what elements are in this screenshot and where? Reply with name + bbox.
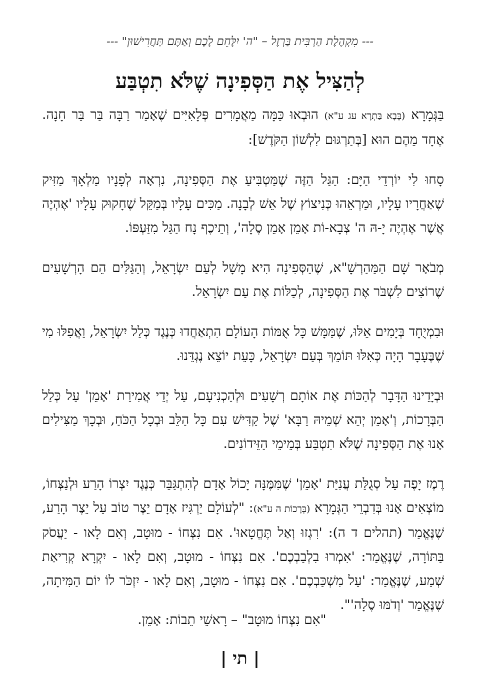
paragraph-3 — [42, 257, 444, 305]
body-text — [42, 104, 444, 634]
page-number: | תי | — [220, 649, 260, 669]
running-header: --- מִקְהֶלֶת הַרְבִּית בַּרְזֶל – "ה' יִלָּחֵם לָכֶם וְאַתֶּם תַּחֲרִישׁוּן" --- — [106, 34, 374, 48]
paragraph-5-text: וּבְיָדֵינוּ הַדָּבָר לְהַכּוֹת אֶת אוֹתָם רְשָׁעִים וּלְהַכְנִיעָם, עַל יְדֵי אֲמִירַת 'אָמֵן' עַל כְּלַל הַבְּרָכוֹת, וְ'אָמֵן יְהֵא שְׁמֵיהּ רַבָּא' שֶׁל קַדִּישׁ עִם כָּל הַלֵּב וּבְכָל הַכֹּחַ, וּבְכָךְ מַצִּילִים אָנוּ אֶת הַסְּפִינָה שֶׁלֹּא תִטְבַּע בְּמֵימֵי הַזֵּידוֹנִים. — [42, 389, 444, 452]
paragraph-1-source-ref: (בָּבָא בַּתְרָא עג ע"א) — [324, 111, 406, 122]
paragraph-6-source-ref: (בְּרָכוֹת ה ע"א) — [253, 504, 311, 515]
paragraph-2-text: סָחוּ לִי יוֹרְדֵי הַיָּם: הַגַּל הַזֶּה שֶׁמַּטְבִּיעַ אֶת הַסְּפִינָה, נִרְאָה לְפָנָיו מַלְאָךְ מַזִּיק שֶׁאַחֲרָיו עָלָיו, וּמַרְאֵהוּ כְּנִיצוֹץ שֶׁל אֵשׁ לְבָנָה. מַכִּים עָלָיו בְּמַקֵּל שֶׁחָקוּק עָלָיו 'אֶהְיֶה אֲשֶׁר אֶהְיֶה יָ-הּ ה' צְבָא-וֹת אָמֵן אָמֵן סֶלָה', וְתֵיכֶף נָח הַגַּל מִזַּעְפּוֹ. — [42, 173, 444, 236]
paragraph-1-text-b: הוּבְאוּ כַּמָּה מַאֲמָרִים פְּלָאִיִּים שֶׁאָמַר רַבָּה בַּר בַּר חָנָה. אֶחָד מֵהֶם הוּא [בְּתַרְגּוּם לִלְשׁוֹן הַקֹּדֶשׁ]: — [42, 108, 444, 148]
paragraph-5 — [42, 385, 444, 457]
page-title: לְהַצִּיל אֶת הַסְּפִינָה שֶׁלֹּא תִטְבַּע — [115, 68, 365, 93]
paragraph-2 — [42, 169, 444, 241]
paragraph-6 — [42, 473, 444, 618]
closing-line: "אִם נִצְּחוֹ מוּטָב" – רָאשֵׁי תֵבוֹת: אָמֵן. — [137, 613, 327, 628]
paragraph-3-text: מְבֹאָר שָׁם הַמַּהַרְשָׁ"א, שֶׁהַסְּפִינָה הִיא מָשָׁל לְעַם יִשְׂרָאֵל, וְהַגַּלִּים הֵם הָרְשָׁעִים שֶׁרוֹצִים לִשְׁבֹּר אֶת הַסְּפִינָה, לְכַלּוֹת אֶת עַם יִשְׂרָאֵל. — [42, 261, 444, 300]
paragraph-6-text-a: רֶמֶז יָפֶה עַל סְגֻלַּת עֲנִיַּת 'אָמֵן' שֶׁמִּמֶּנָּה יָכוֹל אָדָם לְהִתְגַּבֵּר כְּנֶגֶד יִצְרוֹ הָרַע וּלְנַצְּחוֹ, מוֹצְאִים אָנוּ בְּדִבְרֵי הַגְּמָרָא — [42, 477, 444, 516]
paragraph-6-text-b: : "לְעוֹלָם יַרְגִּיז אָדָם יֵצֶר טוֹב עַל יֵצֶר הָרַע, שֶׁנֶּאֱמַר (תהלים ד ה): 'רִגְזוּ וְאַל תֶּחֱטָאוּ'. אִם נִצְּחוֹ - מוּטָב, וְאִם לָאו - יַעֲסֹק בַּתּוֹרָה, שֶׁנֶּאֱמַר: 'אִמְרוּ בִלְבַבְכֶם'. אִם נִצְּחוֹ - מוּטָב, וְאִם לָאו - יִקְרָא קְרִיאַת שְׁמַע, שֶׁנֶּאֱמַר: 'עַל מִשְׁכַּבְכֶם'. אִם נִצְּחוֹ - מוּטָב, וְאִם לָאו - יִזְכֹּר לוֹ יוֹם הַמִּיתָה, שֶׁנֶּאֱמַר 'וְדֹמּוּ סֶלָה'". — [42, 501, 444, 613]
paragraph-4-text: וּבִמְיֻחָד בְּיָמִים אֵלּוּ, שֶׁמַּמָּשׁ כָּל אֻמּוֹת הָעוֹלָם הִתְאַחֲדוּ כְּנֶגֶד כְּלַל יִשְׂרָאֵל, וַאֲפִלּוּ מִי שֶׁבֶּעָבָר הָיָה כְּאִלּוּ תּוֹמֵךְ בְּעַם יִשְׂרָאֵל, כָּעֵת יוֹצֵא נֶגְדֵּנוּ. — [42, 325, 444, 364]
paragraph-4 — [42, 321, 444, 369]
paragraph-1 — [42, 104, 444, 153]
paragraph-1-text-a: בַּגְּמָרָא — [411, 108, 445, 123]
